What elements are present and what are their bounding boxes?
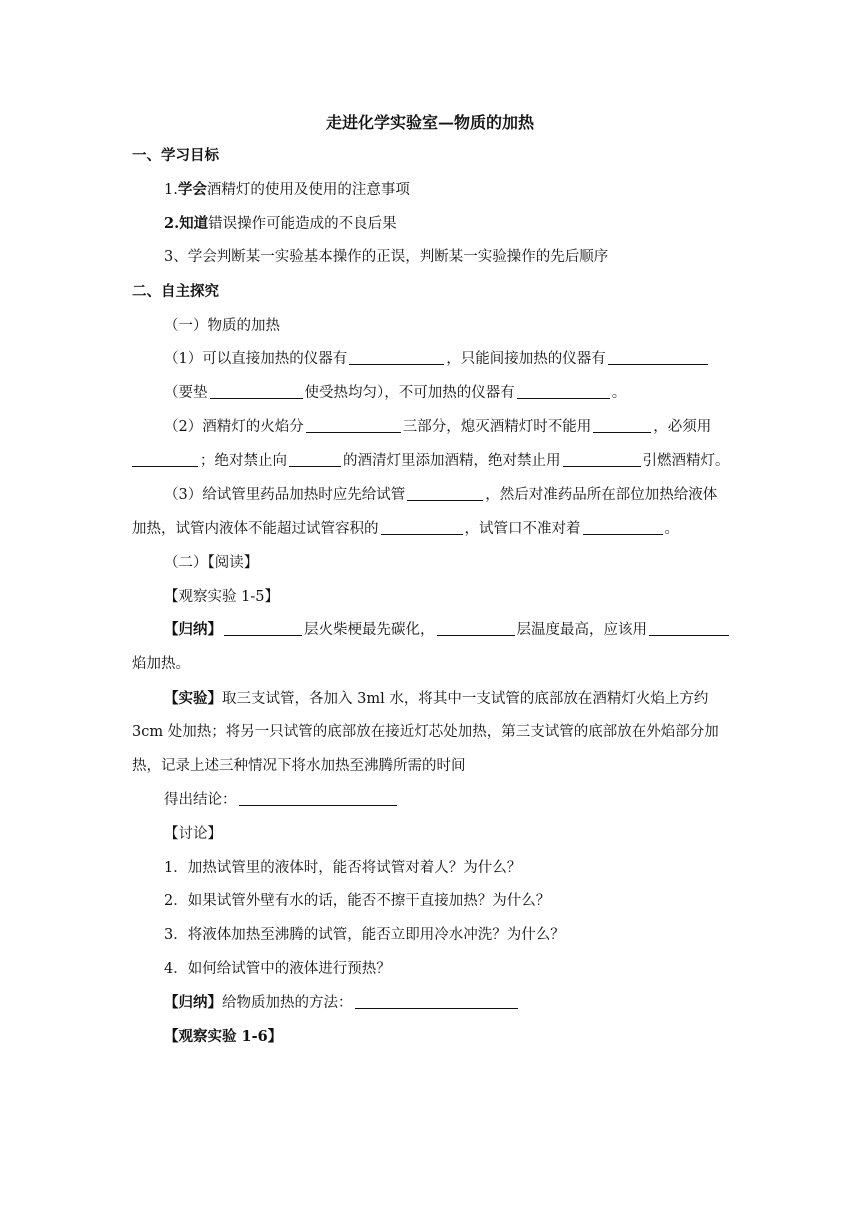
q2-text-f: 引燃酒精灯。 xyxy=(642,453,730,469)
conclusion-line xyxy=(164,790,399,810)
question-1-line-1 xyxy=(164,349,710,369)
fill-blank[interactable] xyxy=(355,994,518,1009)
goal-1-keyword: 学会 xyxy=(177,181,207,198)
fill-blank[interactable] xyxy=(407,486,483,501)
goal-2-text: 错误操作可能造成的不良后果 xyxy=(208,216,397,232)
fill-blank[interactable] xyxy=(583,520,663,535)
fill-blank[interactable] xyxy=(563,452,641,467)
summary-2-line xyxy=(164,993,520,1013)
question-2-line-1 xyxy=(164,417,711,437)
fill-blank[interactable] xyxy=(239,791,397,806)
section-heading-explore: 二、自主探究 xyxy=(132,283,219,300)
section-heading-goals: 一、学习目标 xyxy=(132,147,219,164)
observe-experiment-1-5: 【观察实验 1-5】 xyxy=(164,589,279,605)
discussion-heading: 【讨论】 xyxy=(164,826,222,842)
fill-blank[interactable] xyxy=(210,384,303,399)
goal-1 xyxy=(164,180,410,200)
subsection-reading: （二）【阅读】 xyxy=(164,555,259,571)
q2-text-a: （2）酒精灯的火焰分 xyxy=(164,419,304,435)
q2-text-d: ；绝对禁止向 xyxy=(200,453,287,469)
summary-2-text: 给物质加热的方法： xyxy=(222,995,353,1011)
fill-blank[interactable] xyxy=(649,621,729,636)
fill-blank[interactable] xyxy=(224,621,302,636)
q2-text-e: 的酒清灯里添加酒精，绝对禁止用 xyxy=(343,453,561,469)
fill-blank[interactable] xyxy=(289,452,341,467)
summary-1-label: 【归纳】 xyxy=(164,621,222,638)
summary-1-line-2: 焰加热。 xyxy=(132,656,190,672)
experiment-line-1 xyxy=(164,689,708,709)
discussion-item-4: 4．如何给试管中的液体进行预热？ xyxy=(164,961,391,977)
summary-1-line-1 xyxy=(164,620,731,640)
subsection-heating: （一）物质的加热 xyxy=(164,318,280,334)
q1-text-e: 。 xyxy=(611,385,627,401)
question-2-line-2 xyxy=(132,451,730,471)
q3-text-a: （3）给试管里药品加热时应先给试管 xyxy=(164,487,406,503)
experiment-text-1: 取三支试管，各加入 3ml 水，将其中一支试管的底部放在酒精灯火焰上方约 xyxy=(222,691,709,707)
discussion-item-2: 2．如果试管外壁有水的话，能否不擦干直接加热？为什么？ xyxy=(164,893,551,909)
q3-text-e: 。 xyxy=(664,521,679,537)
page-title: 走进化学实验室—物质的加热 xyxy=(325,113,534,132)
fill-blank[interactable] xyxy=(608,350,708,365)
discussion-item-3: 3．将液体加热至沸腾的试管，能否立即用冷水冲洗？为什么？ xyxy=(164,927,565,943)
fill-blank[interactable] xyxy=(517,384,610,399)
q3-text-d: ，试管口不准对着 xyxy=(464,521,581,537)
goal-1-number: 1. xyxy=(164,182,178,198)
q3-text-b: ，然后对准药品所在部位加热给液体 xyxy=(485,487,718,503)
summary-1-text-c: 层温度最高，应该用 xyxy=(516,622,647,638)
summary-1-text-b: 层火柴梗最先碳化， xyxy=(304,622,435,638)
experiment-line-3: 热，记录上述三种情况下将水加热至沸腾所需的时间 xyxy=(132,758,466,774)
fill-blank[interactable] xyxy=(306,418,401,433)
q1-text-c: （要垫 xyxy=(164,385,208,401)
goal-3: 3、学会判断某一实验基本操作的正误，判断某一实验操作的先后顺序 xyxy=(164,249,609,265)
fill-blank[interactable] xyxy=(381,520,463,535)
observe-experiment-1-6: 【观察实验 1-6】 xyxy=(164,1028,283,1045)
summary-2-label: 【归纳】 xyxy=(164,994,222,1011)
q1-text-d: 使受热均匀），不可加热的仪器有 xyxy=(304,385,515,401)
discussion-item-1: 1．加热试管里的液体时，能否将试管对着人？为什么？ xyxy=(164,860,522,876)
conclusion-label: 得出结论： xyxy=(164,792,237,808)
experiment-line-2: 3cm 处加热；将另一只试管的底部放在接近灯芯处加热，第三支试管的底部放在外焰部分加 xyxy=(132,724,719,740)
q1-text-a: （1）可以直接加热的仪器有 xyxy=(164,351,348,367)
q1-text-b: ，只能间接加热的仪器有 xyxy=(446,351,606,367)
question-1-line-2 xyxy=(164,383,626,403)
goal-2-keyword: 知道 xyxy=(179,215,209,232)
fill-blank[interactable] xyxy=(437,621,515,636)
goal-2-number: 2. xyxy=(164,215,180,232)
question-3-line-1 xyxy=(164,485,717,505)
goal-2 xyxy=(164,214,397,234)
q2-text-b: 三部分，熄灭酒精灯时不能用 xyxy=(402,419,592,435)
fill-blank[interactable] xyxy=(132,452,198,467)
fill-blank[interactable] xyxy=(349,350,444,365)
q2-text-c: ，必须用 xyxy=(653,419,712,435)
q3-text-c: 加热，试管内液体不能超过试管容积的 xyxy=(132,521,379,537)
goal-1-text: 酒精灯的使用及使用的注意事项 xyxy=(206,182,410,198)
fill-blank[interactable] xyxy=(593,418,651,433)
experiment-label: 【实验】 xyxy=(164,690,222,707)
question-3-line-2 xyxy=(132,519,679,539)
